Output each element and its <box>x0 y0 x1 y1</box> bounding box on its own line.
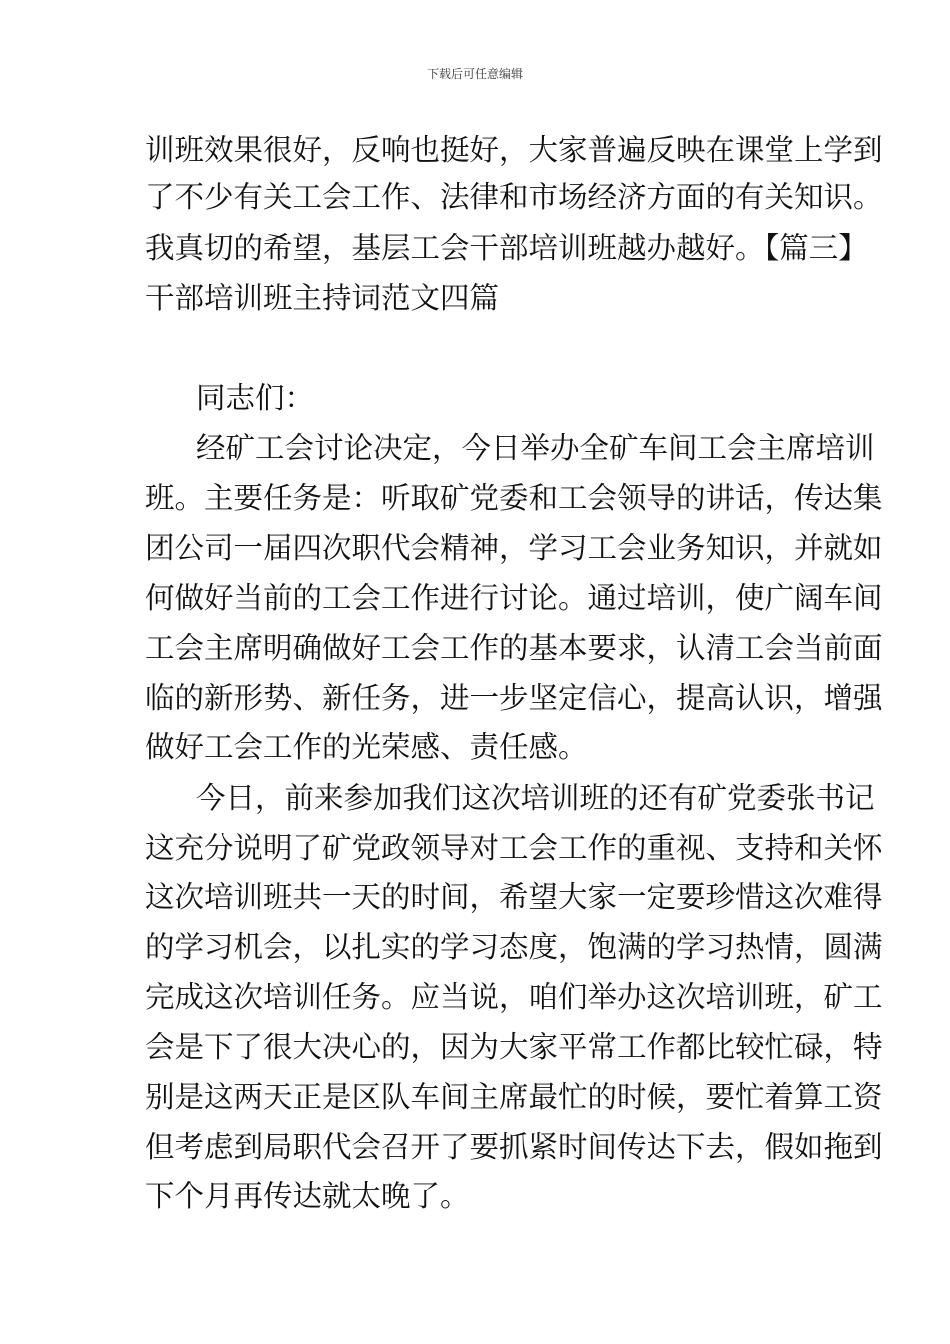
text-line: 别是这两天正是区队车间主席最忙的时候，要忙着算工资 <box>145 1080 883 1114</box>
salutation: 同志们： <box>196 381 315 415</box>
text-line: 但考虑到局职代会召开了要抓紧时间传达下去，假如拖到 <box>145 1130 883 1164</box>
text-line: 班。主要任务是：听取矿党委和工会领导的讲话，传达集 <box>145 481 883 515</box>
text-line: 这充分说明了矿党政领导对工会工作的重视、支持和关怀 <box>145 831 883 865</box>
text-line: 干部培训班主持词范文四篇 <box>145 281 500 315</box>
paragraph-first-line: 经矿工会讨论决定，今日举办全矿车间工会主席培训 <box>196 431 875 465</box>
text-line: 训班效果很好，反响也挺好，大家普遍反映在课堂上学到 <box>145 133 883 167</box>
text-line: 完成这次培训任务。应当说，咱们举办这次培训班，矿工 <box>145 980 883 1014</box>
paragraph-first-line: 今日，前来参加我们这次培训班的还有矿党委张书记 <box>196 781 875 815</box>
text-line: 临的新形势、新任务，进一步坚定信心，提高认识，增强 <box>145 681 883 715</box>
text-line: 我真切的希望，基层工会干部培训班越办越好。【篇三】 <box>145 231 868 265</box>
text-line: 团公司一届四次职代会精神，学习工会业务知识，并就如 <box>145 531 883 565</box>
text-line: 何做好当前的工会工作进行讨论。通过培训，使广阔车间 <box>145 581 883 615</box>
text-line: 下个月再传达就太晚了。 <box>145 1179 470 1213</box>
text-line: 会是下了很大决心的，因为大家平常工作都比较忙碌，特 <box>145 1030 883 1064</box>
text-line: 了不少有关工会工作、法律和市场经济方面的有关知识。 <box>145 180 883 214</box>
text-line: 这次培训班共一天的时间，希望大家一定要珍惜这次难得 <box>145 880 883 914</box>
page-header: 下载后可任意编辑 <box>426 67 523 81</box>
text-line: 做好工会工作的光荣感、责任感。 <box>145 730 588 764</box>
text-line: 的学习机会，以扎实的学习态度，饱满的学习热情，圆满 <box>145 930 883 964</box>
text-line: 工会主席明确做好工会工作的基本要求，认清工会当前面 <box>145 631 883 665</box>
